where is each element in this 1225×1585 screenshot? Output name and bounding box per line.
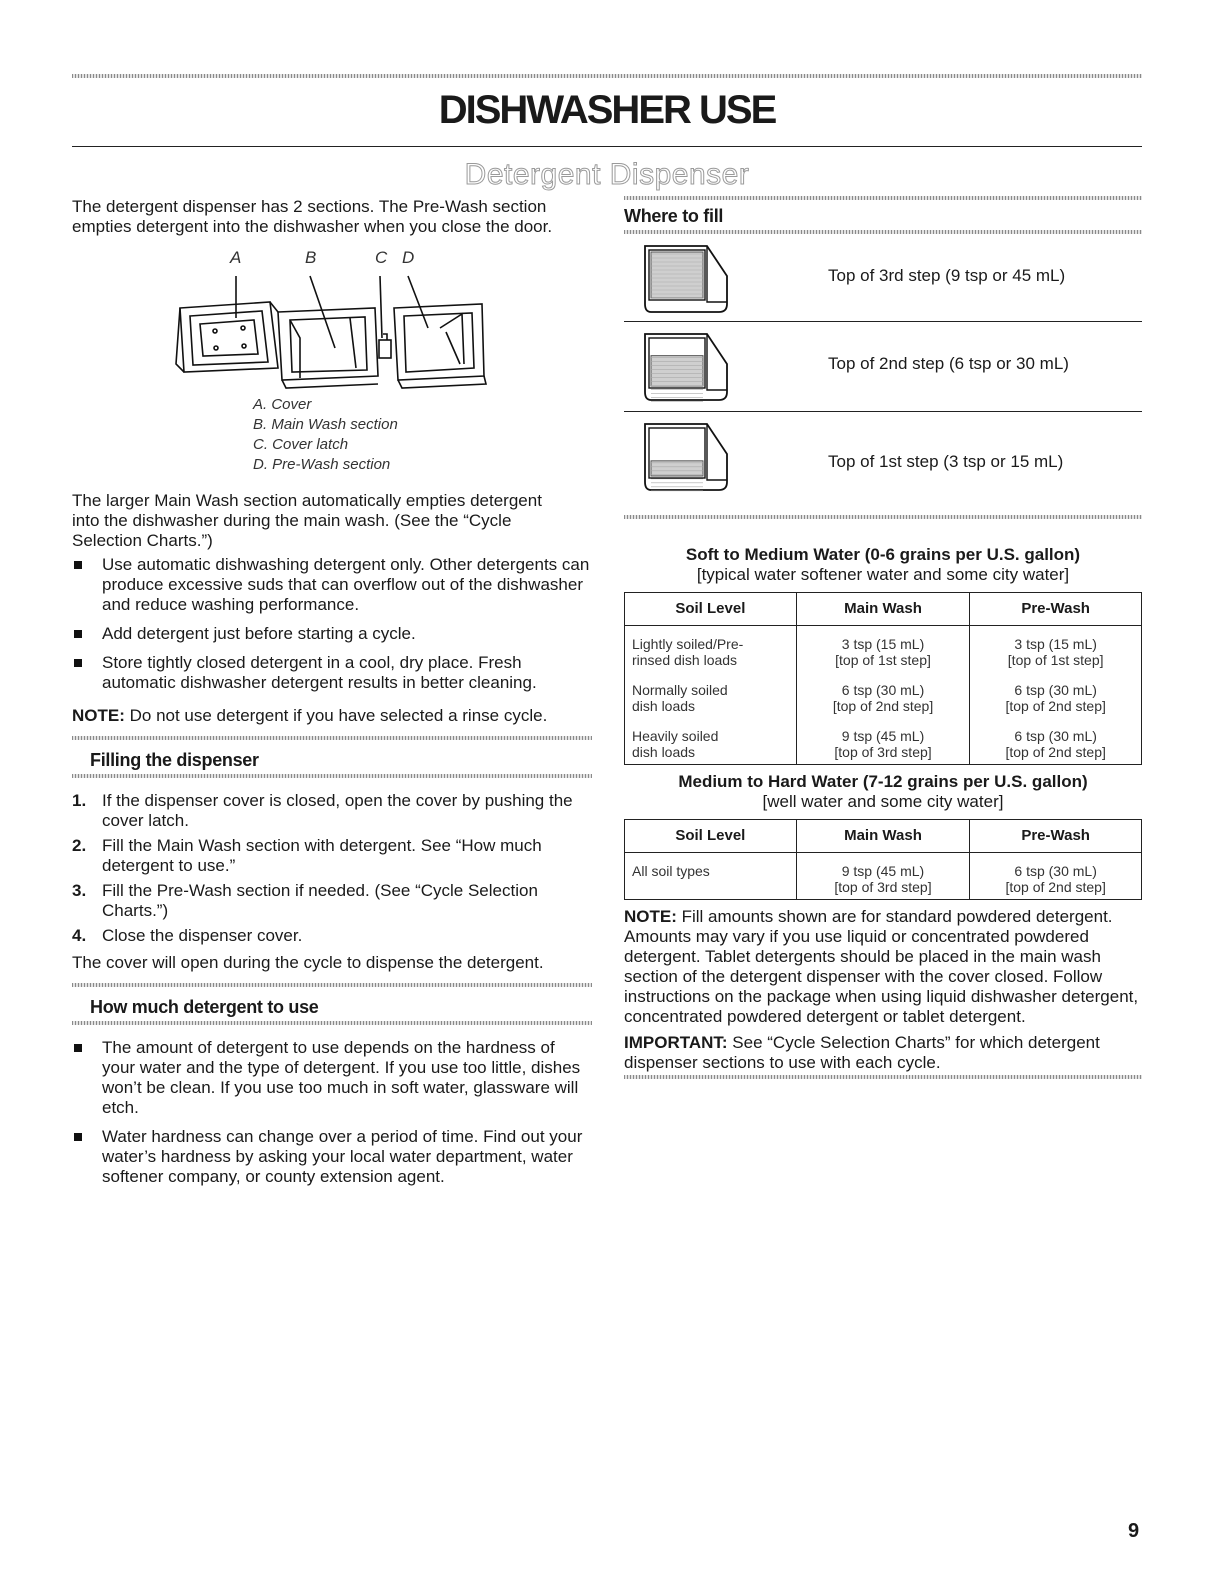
table-row — [625, 718, 1142, 765]
where-rule-bottom — [624, 230, 1142, 234]
step-text: Fill the Pre-Wash section if needed. (See “Cycle Selection Charts.”) — [102, 881, 538, 920]
cover-open-text: The cover will open during the cycle to dispense the detergent. — [72, 953, 544, 972]
table-row — [625, 853, 1142, 900]
step-4 — [72, 926, 577, 946]
column-header: Soil Level — [625, 820, 797, 853]
where-rule-top — [624, 196, 1142, 200]
howmuch-heading: How much detergent to use — [90, 997, 319, 1017]
dispenser-figure — [170, 248, 490, 393]
howmuch-rule-bottom — [72, 1021, 592, 1025]
title-rule — [72, 146, 1142, 147]
step-number: 3. — [72, 881, 87, 900]
list-item: Store tightly closed detergent in a cool, dry place. Fresh automatic dishwasher detergent results in better cleaning. — [72, 653, 592, 693]
fill-row-2nd — [624, 332, 1142, 410]
fill-divider — [624, 411, 1142, 412]
note-text: Do not use detergent if you have selected a rinse cycle. — [124, 706, 548, 725]
table-cell: Heavily soiled dish loads — [625, 718, 797, 765]
fill-divider — [624, 321, 1142, 322]
caption-c: C. Cover latch — [253, 436, 349, 453]
column-header: Main Wash — [796, 820, 970, 853]
hard-water-table — [624, 819, 1142, 900]
list-item: Use automatic dishwashing detergent only. Other detergents can produce excessive suds that can overflow out of the dishwasher and reduce washing performance. — [72, 555, 592, 615]
step-3 — [72, 881, 577, 921]
table-row — [625, 672, 1142, 718]
howmuch-rule-top — [72, 983, 592, 987]
fill-row-3rd — [624, 244, 1142, 322]
list-item: Water hardness can change over a period of time. Find out your water’s hardness by asking your local water department, water softener company, or county extension agent. — [72, 1127, 592, 1187]
section-subtitle: Detergent Dispenser — [464, 158, 750, 191]
figure-letter-d: D — [402, 248, 415, 267]
filling-rule-bottom — [72, 774, 592, 778]
where-heading: Where to fill — [624, 206, 724, 226]
column-header: Pre-Wash — [970, 820, 1142, 853]
filling-heading: Filling the dispenser — [90, 750, 259, 770]
dispenser-fill-icon — [641, 422, 736, 494]
soft-water-title — [624, 545, 1142, 585]
fill-text: Top of 2nd step (6 tsp or 30 mL) — [828, 354, 1069, 373]
step-text: If the dispenser cover is closed, open the cover by pushing the cover latch. — [102, 791, 573, 830]
hard-water-title — [624, 772, 1142, 812]
figure-letter-b: B — [305, 248, 317, 267]
note-label: NOTE: — [72, 706, 125, 725]
right-end-rule — [624, 1075, 1142, 1079]
step-number: 4. — [72, 926, 87, 945]
table-cell: Lightly soiled/Pre- rinsed dish loads — [625, 626, 797, 673]
figure-captions — [253, 395, 398, 475]
hard-subtitle: [well water and some city water] — [762, 792, 1004, 811]
caption-b: B. Main Wash section — [253, 416, 398, 433]
step-number: 2. — [72, 836, 87, 855]
rinse-note — [72, 706, 592, 726]
hard-title: Medium to Hard Water (7-12 grains per U.S. gallon) — [678, 772, 1088, 791]
table-cell: 9 tsp (45 mL) [top of 3rd step] — [796, 718, 970, 765]
soft-title: Soft to Medium Water (0-6 grains per U.S. gallon) — [685, 545, 1081, 564]
fill-note — [624, 907, 1142, 1027]
table-cell: 6 tsp (30 mL) [top of 2nd step] — [970, 853, 1142, 900]
important-label: IMPORTANT: — [624, 1033, 728, 1052]
soft-water-table — [624, 592, 1142, 765]
column-header: Pre-Wash — [970, 593, 1142, 626]
step-1 — [72, 791, 577, 831]
column-header: Main Wash — [796, 593, 970, 626]
table-cell: 3 tsp (15 mL) [top of 1st step] — [796, 626, 970, 673]
table-cell: 6 tsp (30 mL) [top of 2nd step] — [970, 718, 1142, 765]
step-text: Close the dispenser cover. — [102, 926, 303, 945]
note-label: NOTE: — [624, 907, 677, 926]
list-item: The amount of detergent to use depends on the hardness of your water and the type of detergent. If you use too little, dishes won’t be clean. If you use too much in soft water, glassware will etch. — [72, 1038, 592, 1118]
page-title: DISHWASHER USE — [438, 88, 776, 132]
caption-d: D. Pre-Wash section — [253, 456, 391, 473]
table-cell: All soil types — [625, 853, 797, 900]
table-row — [625, 626, 1142, 673]
intro-paragraph: The detergent dispenser has 2 sections. The Pre-Wash section empties detergent into the dishwasher when you close the door. — [72, 197, 553, 236]
important-note — [624, 1033, 1142, 1073]
table-cell: 6 tsp (30 mL) [top of 2nd step] — [796, 672, 970, 718]
step-2 — [72, 836, 577, 876]
dispenser-fill-icon — [641, 332, 736, 404]
fill-text: Top of 3rd step (9 tsp or 45 mL) — [828, 266, 1066, 285]
table-cell: 9 tsp (45 mL) [top of 3rd step] — [796, 853, 970, 900]
dispenser-illustration — [170, 268, 490, 393]
page-number: 9 — [1128, 1520, 1140, 1542]
step-text: Fill the Main Wash section with detergent. See “How much detergent to use.” — [102, 836, 542, 875]
caption-a: A. Cover — [253, 396, 312, 413]
list-item: Add detergent just before starting a cycle. — [72, 624, 592, 644]
figure-letter-c: C — [375, 248, 388, 267]
filling-steps — [72, 791, 577, 951]
where-rule-end — [624, 515, 1142, 519]
filling-rule-top — [72, 736, 592, 740]
column-header: Soil Level — [625, 593, 797, 626]
soft-subtitle: [typical water softener water and some city water] — [696, 565, 1070, 584]
step-number: 1. — [72, 791, 87, 810]
main-wash-paragraph: The larger Main Wash section automatically empties detergent into the dishwasher during the main wash. (See the “Cycle Selection Charts.”) — [72, 491, 542, 550]
fill-text: Top of 1st step (3 tsp or 15 mL) — [828, 452, 1064, 471]
table-cell: Normally soiled dish loads — [625, 672, 797, 718]
figure-letter-a: A — [230, 248, 242, 267]
top-dotted-rule — [72, 74, 1142, 78]
fill-row-1st — [624, 422, 1142, 500]
note-text: Fill amounts shown are for standard powdered detergent. Amounts may vary if you use liquid or concentrated powdered detergent. Tablet detergents should be placed in the main wash section of the detergent dispenser with the cover closed. Follow instructions on the package when using liquid dishwasher detergent, concentrated powdered detergent or tablet detergent. — [624, 907, 1139, 1026]
table-cell: 6 tsp (30 mL) [top of 2nd step] — [970, 672, 1142, 718]
important-text: See “Cycle Selection Charts” for which detergent dispenser sections to use with each cycle. — [624, 1033, 1100, 1072]
table-cell: 3 tsp (15 mL) [top of 1st step] — [970, 626, 1142, 673]
dispenser-fill-icon — [641, 244, 736, 316]
detergent-bullets — [72, 555, 592, 702]
hardness-bullets — [72, 1038, 592, 1196]
